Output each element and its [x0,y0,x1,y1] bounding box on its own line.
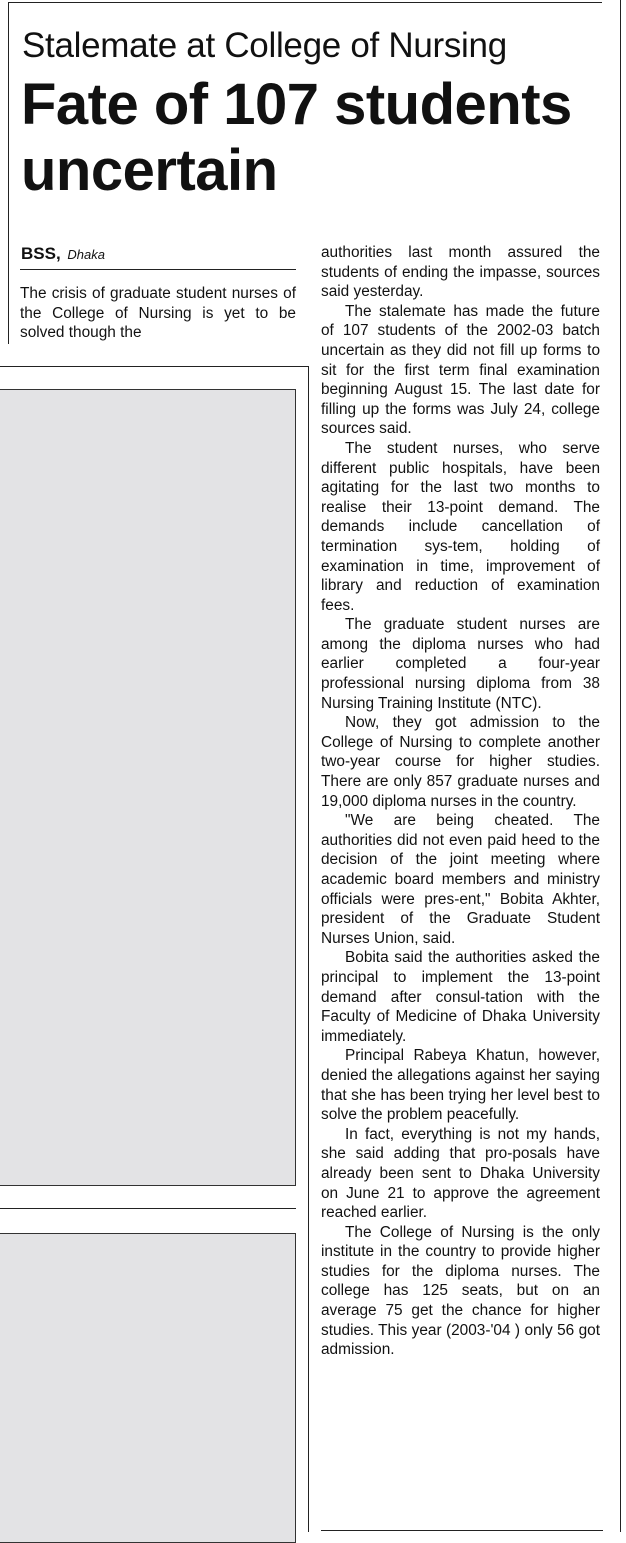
main-headline [21,72,611,204]
byline-agency: BSS, [21,244,61,263]
lead-column [20,284,296,343]
bottom-right-rule [321,1530,603,1531]
box-divider-rule [0,1208,296,1209]
body-paragraph: "We are being cheated. The authorities did not even paid heed to the decision of the joint meeting where academic board members and ministry officials were pres-ent," Bobita Akhter, president of the Graduate Student Nurses Union, said. [321,812,600,947]
right-edge-rule [620,0,621,1532]
lead-paragraph: The crisis of graduate student nurses of the College of Nursing is yet to be solved though the [20,285,296,342]
body-paragraph: Now, they got admission to the College of Nursing to complete another two-year course for higher studies. There are only 857 graduate nurses and 19,000 diploma nurses in the country. [321,714,600,810]
left-border-rule [8,2,9,344]
body-paragraph: The stalemate has made the future of 107 students of the 2002-03 batch uncertain as they did not fill up forms to sit for the first term final examination beginning August 15. The last date for filling up the forms was July 24, college sources said. [321,302,600,438]
body-paragraph: Principal Rabeya Khatun, however, denied the allegations against her saying that she has been trying her level best to solve the problem peacefully. [321,1047,600,1124]
body-paragraph: In fact, everything is not my hands, she said adding that pro-posals have already been sent to Dhaka University on June 21 to approve the agreement reached earlier. [321,1125,600,1222]
byline-place: Dhaka [67,247,105,262]
body-column [321,243,600,1360]
headline-line-2: uncertain [21,138,278,203]
body-paragraph: The College of Nursing is the only institute in the country to provide higher studies for the diploma nurses. The college has 125 seats, but on an average 75 get the chance for higher studies. This year (2003-'04 ) only 56 got admission. [321,1223,600,1359]
top-rule [8,2,602,3]
column-divider-rule [308,366,309,1532]
headline-line-1: Fate of 107 students [21,72,572,137]
box-top-rule [0,366,308,367]
body-paragraph: The graduate student nurses are among the diploma nurses who had earlier completed a four-year professional nursing diploma from 38 Nursing Training Institute (NTC). [321,616,600,712]
photo-panel-bottom [0,1233,296,1543]
photo-panel-top [0,389,296,1186]
byline [21,242,105,267]
body-paragraph: The student nurses, who serve different public hospitals, have been agitating for the last two months to realise their 13-point demand. The demands include cancellation of termination sys-tem, holding of examination in time, improvement of library and reduction of examination fees. [321,439,600,614]
byline-rule [20,269,296,270]
body-paragraph: authorities last month assured the students of ending the impasse, sources said yesterday. [321,244,600,301]
body-paragraph: Bobita said the authorities asked the principal to implement the 13-point demand after consul-tation with the Faculty of Medicine of Dhaka University immediately. [321,949,600,1045]
kicker-headline: Stalemate at College of Nursing [22,26,507,65]
